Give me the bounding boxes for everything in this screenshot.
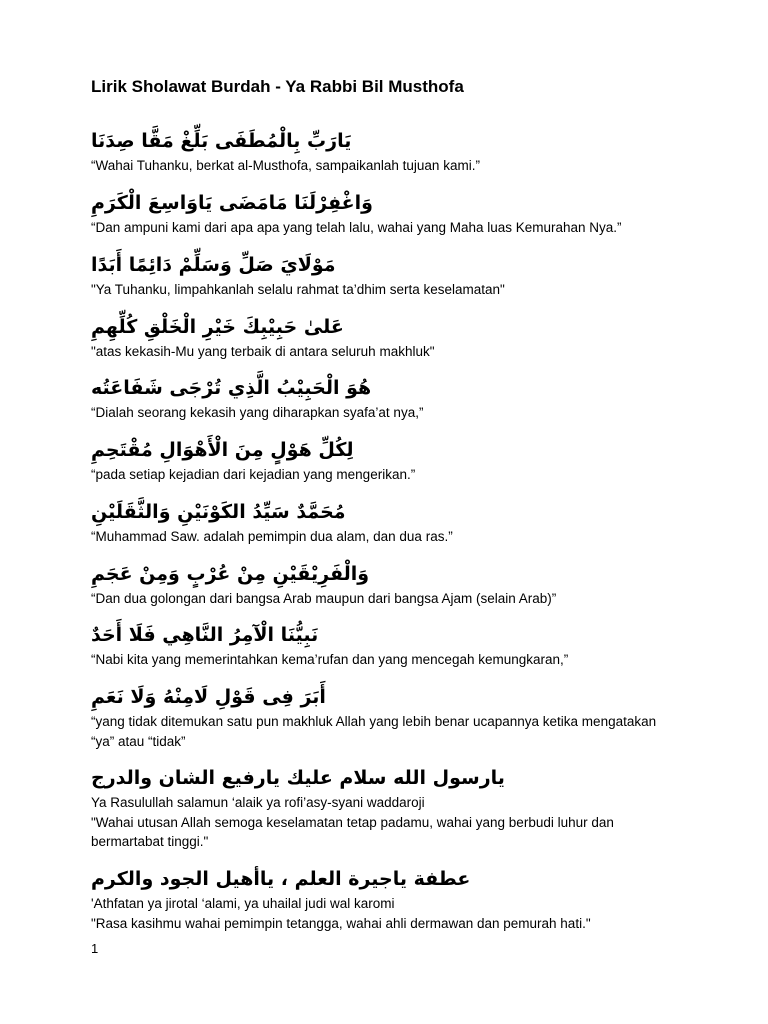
translation-line: “Dan ampuni kami dari apa apa yang telah lalu, wahai yang Maha luas Kemurahan Nya.” xyxy=(91,220,622,235)
verse-7 xyxy=(91,497,691,547)
arabic-text: وَاغْفِرْلَنَا مَامَضَى يَاوَاسِعَ الْكَرَمِ xyxy=(91,192,373,214)
transliteration-line: 'Athfatan ya jirotal ‘alami, ya uhailal judi wal karomi xyxy=(91,896,395,911)
verse-4 xyxy=(91,312,691,362)
arabic-text: عطفة ياجيرة العلم ، ياأهيل الجود والكرم xyxy=(91,868,471,890)
verse-11 xyxy=(91,763,691,852)
verse-9 xyxy=(91,620,691,670)
translation-line: "Wahai utusan Allah semoga keselamatan tetap padamu, wahai yang berbudi luhur dan xyxy=(91,814,614,830)
arabic-text: مُحَمَّدٌ سَيِّدُ الكَوْنَيْنِ وَالثَّقَلَيْنِ xyxy=(91,501,346,523)
translation-line: bermartabat tinggi." xyxy=(91,834,209,849)
page-number: 1 xyxy=(91,941,99,956)
arabic-text: لِكُلِّ هَوْلٍ مِنَ الْأَهْوَالِ مُقْتَحِمِ xyxy=(91,439,354,461)
verse-3 xyxy=(91,250,691,300)
arabic-text: أَبَرَ فِى قَوْلِ لَامِنْهُ وَلَا نَعَمِ xyxy=(91,686,326,708)
translation-line: “yang tidak ditemukan satu pun makhluk Allah yang lebih benar ucapannya ketika mengatakan xyxy=(91,714,657,729)
translation-line: "atas kekasih-Mu yang terbaik di antara seluruh makhluk" xyxy=(91,344,435,359)
translation-line: “Wahai Tuhanku, berkat al-Musthofa, sampaikanlah tujuan kami.” xyxy=(91,158,480,173)
arabic-text: عَلىٰ حَبِيْبِكَ خَيْرِ الْخَلْقِ كُلِّهِمِ xyxy=(91,316,344,338)
verse-2 xyxy=(91,188,691,238)
translation-line: “Nabi kita yang memerintahkan kema’rufan dan yang mencegah kemungkaran,” xyxy=(91,652,569,667)
document-title: Lirik Sholawat Burdah - Ya Rabbi Bil Musthofa xyxy=(91,77,464,96)
translation-line: “Muhammad Saw. adalah pemimpin dua alam, dan dua ras.” xyxy=(91,529,453,544)
arabic-text: هُوَ الْحَبِيْبُ الَّذِي تُرْجَى شَفَاعَتُه xyxy=(91,377,372,399)
verse-6 xyxy=(91,435,691,485)
arabic-text: يَارَبِّ بِالْمُطَفَى بَلِّغْ مَقَّا صِدَنَا xyxy=(91,130,352,152)
arabic-text: مَوْلَايَ صَلِّ وَسَلِّمْ دَائِمًا أَبَدًا xyxy=(91,254,336,276)
transliteration-line: Ya Rasulullah salamun ‘alaik ya rofi’asy-syani waddaroji xyxy=(91,795,425,810)
translation-line: “Dialah seorang kekasih yang diharapkan syafa’at nya,” xyxy=(91,405,424,420)
arabic-text: يارسول الله سلام عليك يارفيع الشان والدرج xyxy=(91,767,505,789)
verse-10 xyxy=(91,682,691,751)
verse-1 xyxy=(91,126,691,176)
translation-line: “ya” atau “tidak” xyxy=(91,733,186,749)
translation-line: "Ya Tuhanku, limpahkanlah selalu rahmat ta’dhim serta keselamatan" xyxy=(91,282,505,297)
arabic-text: وَالْفَرِيْقَيْنِ مِنْ عُرْبٍ وَمِنْ عَجَمِ xyxy=(91,563,370,585)
verse-8 xyxy=(91,559,691,609)
verse-5 xyxy=(91,373,691,423)
arabic-text: نَبِيُّنَا الْآمِرُ النَّاهِي فَلَا أَحَدٌ xyxy=(91,624,319,646)
verse-12 xyxy=(91,864,691,933)
translation-line: “pada setiap kejadian dari kejadian yang mengerikan.” xyxy=(91,467,416,482)
translation-line: “Dan dua golongan dari bangsa Arab maupun dari bangsa Ajam (selain Arab)” xyxy=(91,591,557,606)
translation-line: "Rasa kasihmu wahai pemimpin tetangga, wahai ahli dermawan dan pemurah hati." xyxy=(91,915,591,931)
